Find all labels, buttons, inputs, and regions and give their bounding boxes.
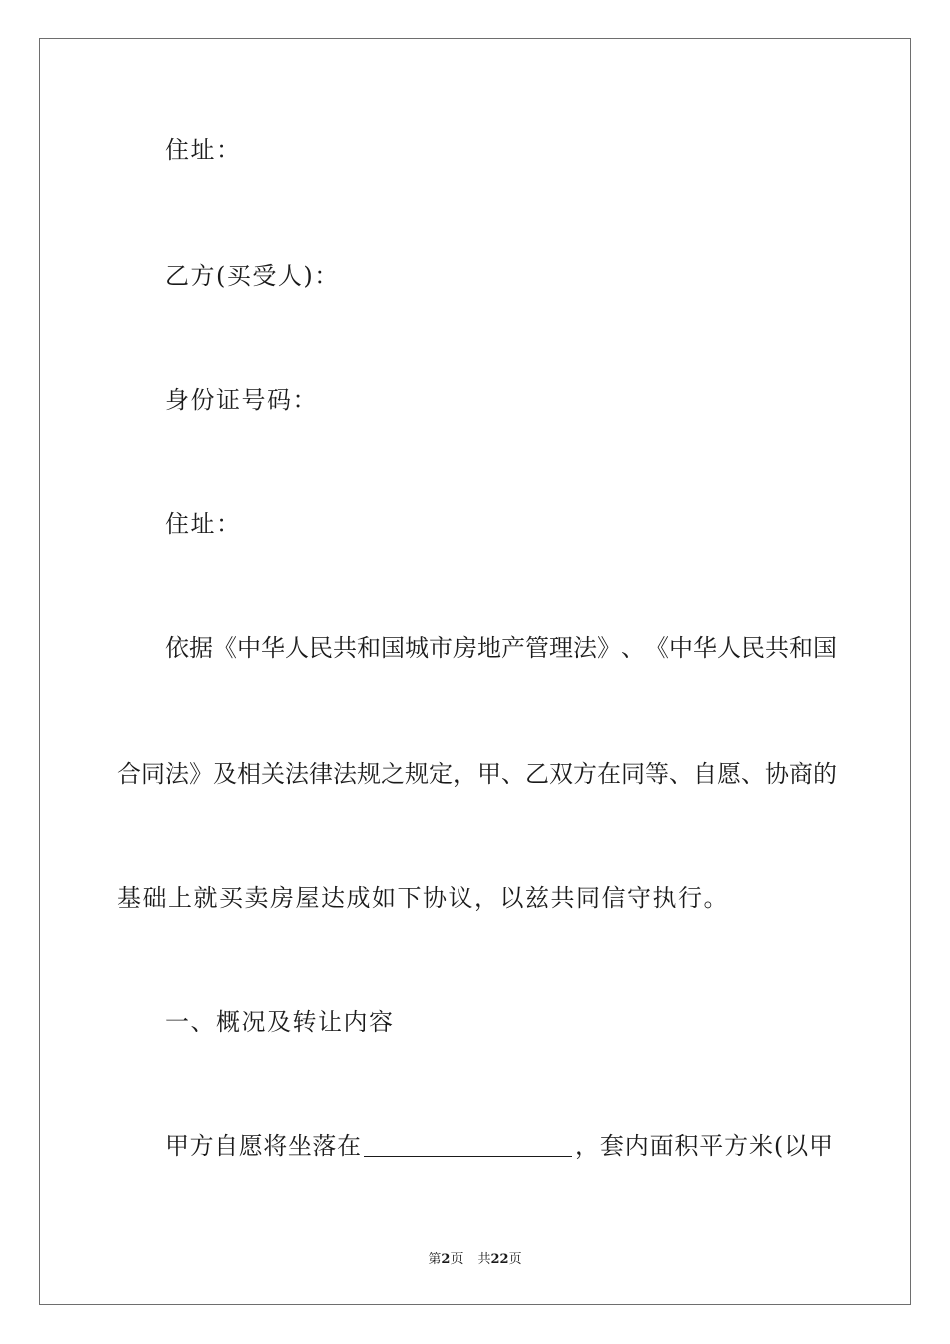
id-number-line: 身份证号码： [165,386,318,414]
address-line-2: 住址： [165,510,242,538]
page-label-suffix: 页 [450,1252,464,1267]
section-1-heading: 一、概况及转让内容 [165,1008,395,1036]
total-label-prefix: 共 [477,1252,491,1267]
page-footer [0,1248,950,1267]
party-b-line: 乙方(买受人)： [165,262,340,290]
address-line-1: 住址： [165,136,242,164]
paragraph-1-line-2: 合 同 法 》 及 相 关 法 律 法 规 之 规 定 ， 甲 、 乙 双 方 在 同 等 、 自 愿 、 协 商 的 [117,760,837,788]
paragraph-2-prefix: 甲 方 自 愿 将 坐 落 在 [165,1132,361,1160]
total-label-suffix: 页 [508,1252,522,1267]
paragraph-2-line-1 [165,1134,833,1158]
paragraph-1-line-1: 依 据 《 中 华 人 民 共 和 国 城 市 房 地 产 管 理 法 》 、 《 中 华 人 民 共 和 国 [165,634,837,662]
paragraph-1-line-3: 基础上就买卖房屋达成如下协议，以兹共同信守执行。 [117,884,729,912]
page-frame [39,38,911,1305]
paragraph-2-suffix: ， 套 内 面 积 平 方 米 ( 以 甲 [575,1132,833,1160]
total-pages: 22 [490,1252,509,1267]
location-blank [364,1134,572,1157]
page-number: 2 [441,1252,451,1267]
page-label-prefix: 第 [428,1252,442,1267]
